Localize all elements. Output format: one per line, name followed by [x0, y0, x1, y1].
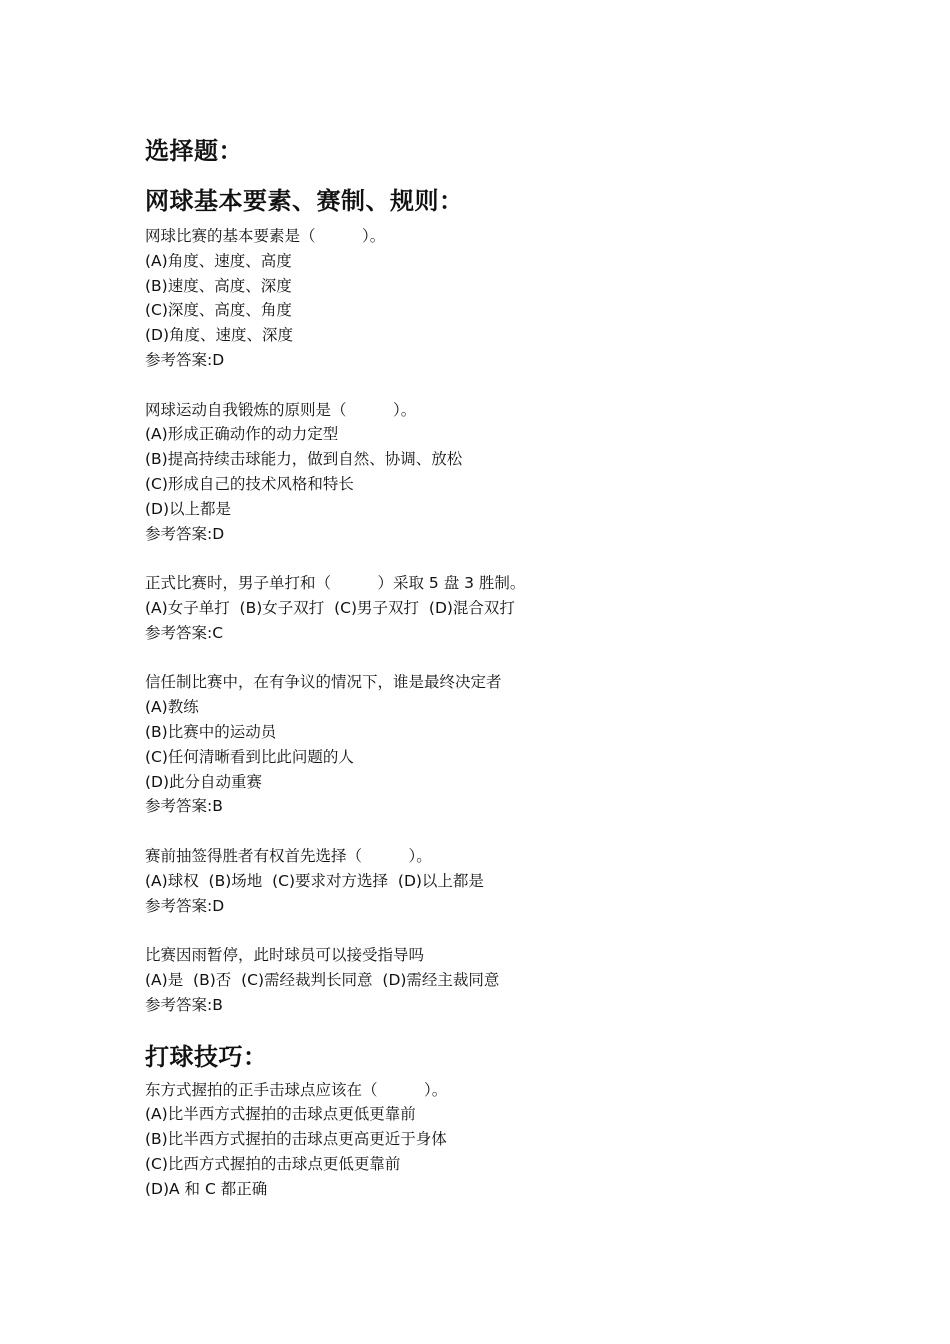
option-c: (C)任何清晰看到比此问题的人 — [145, 747, 354, 766]
question-text: 东方式握拍的正手击球点应该在（ ）。 — [145, 1080, 448, 1099]
question-block — [145, 1078, 845, 1202]
document-page — [145, 134, 845, 1201]
option-d: (D)此分自动重赛 — [145, 772, 263, 791]
answer-text: 参考答案:D — [145, 524, 225, 543]
option-a: (A)角度、速度、高度 — [145, 251, 292, 270]
question-text: 比赛因雨暂停，此时球员可以接受指导吗 — [145, 946, 425, 965]
option-c: (C)比西方式握拍的击球点更低更靠前 — [145, 1154, 401, 1173]
option-d: (D)角度、速度、深度 — [145, 326, 294, 345]
options-inline: (A)是 (B)否 (C)需经裁判长同意 (D)需经主裁同意 — [145, 970, 500, 989]
option-a: (A)比半西方式握拍的击球点更低更靠前 — [145, 1105, 416, 1124]
option-d: (D)以上都是 — [145, 499, 232, 518]
question-block — [145, 670, 845, 819]
section-heading-technique: 打球技巧： — [145, 1042, 268, 1071]
question-block — [145, 844, 845, 918]
options-inline: (A)球权 (B)场地 (C)要求对方选择 (D)以上都是 — [145, 871, 484, 890]
section-heading-rules: 网球基本要素、赛制、规则： — [145, 187, 464, 215]
options-inline: (A)女子单打 (B)女子双打 (C)男子双打 (D)混合双打 — [145, 598, 515, 617]
answer-text: 参考答案:B — [145, 995, 223, 1014]
question-block — [145, 398, 845, 547]
option-b: (B)比赛中的运动员 — [145, 722, 277, 741]
question-text: 信任制比赛中，在有争议的情况下，谁是最终决定者 — [145, 673, 502, 692]
spacer — [145, 373, 845, 398]
spacer — [145, 918, 845, 943]
spacer — [145, 546, 845, 571]
spacer — [145, 646, 845, 671]
answer-text: 参考答案:D — [145, 350, 225, 369]
option-b: (B)比半西方式握拍的击球点更高更近于身体 — [145, 1130, 447, 1149]
question-block — [145, 224, 845, 373]
question-block — [145, 571, 845, 645]
option-d: (D)A 和 C 都正确 — [145, 1179, 268, 1198]
question-text: 网球比赛的基本要素是（ ）。 — [145, 227, 386, 245]
option-a: (A)形成正确动作的动力定型 — [145, 425, 339, 444]
option-c: (C)深度、高度、角度 — [145, 301, 292, 320]
answer-text: 参考答案:C — [145, 623, 224, 642]
answer-text: 参考答案:B — [145, 797, 223, 816]
main-heading: 选择题： — [145, 137, 243, 165]
option-c: (C)形成自己的技术风格和特长 — [145, 474, 354, 493]
option-a: (A)教练 — [145, 698, 199, 717]
question-block — [145, 943, 845, 1017]
answer-text: 参考答案:D — [145, 896, 225, 915]
question-text: 网球运动自我锻炼的原则是（ ）。 — [145, 400, 417, 419]
option-b: (B)速度、高度、深度 — [145, 276, 292, 295]
option-b: (B)提高持续击球能力，做到自然、协调、放松 — [145, 450, 463, 469]
question-text: 正式比赛时，男子单打和（ ）采取 5 盘 3 胜制。 — [145, 574, 526, 593]
spacer — [145, 819, 845, 844]
question-text: 赛前抽签得胜者有权首先选择（ ）。 — [145, 846, 432, 865]
